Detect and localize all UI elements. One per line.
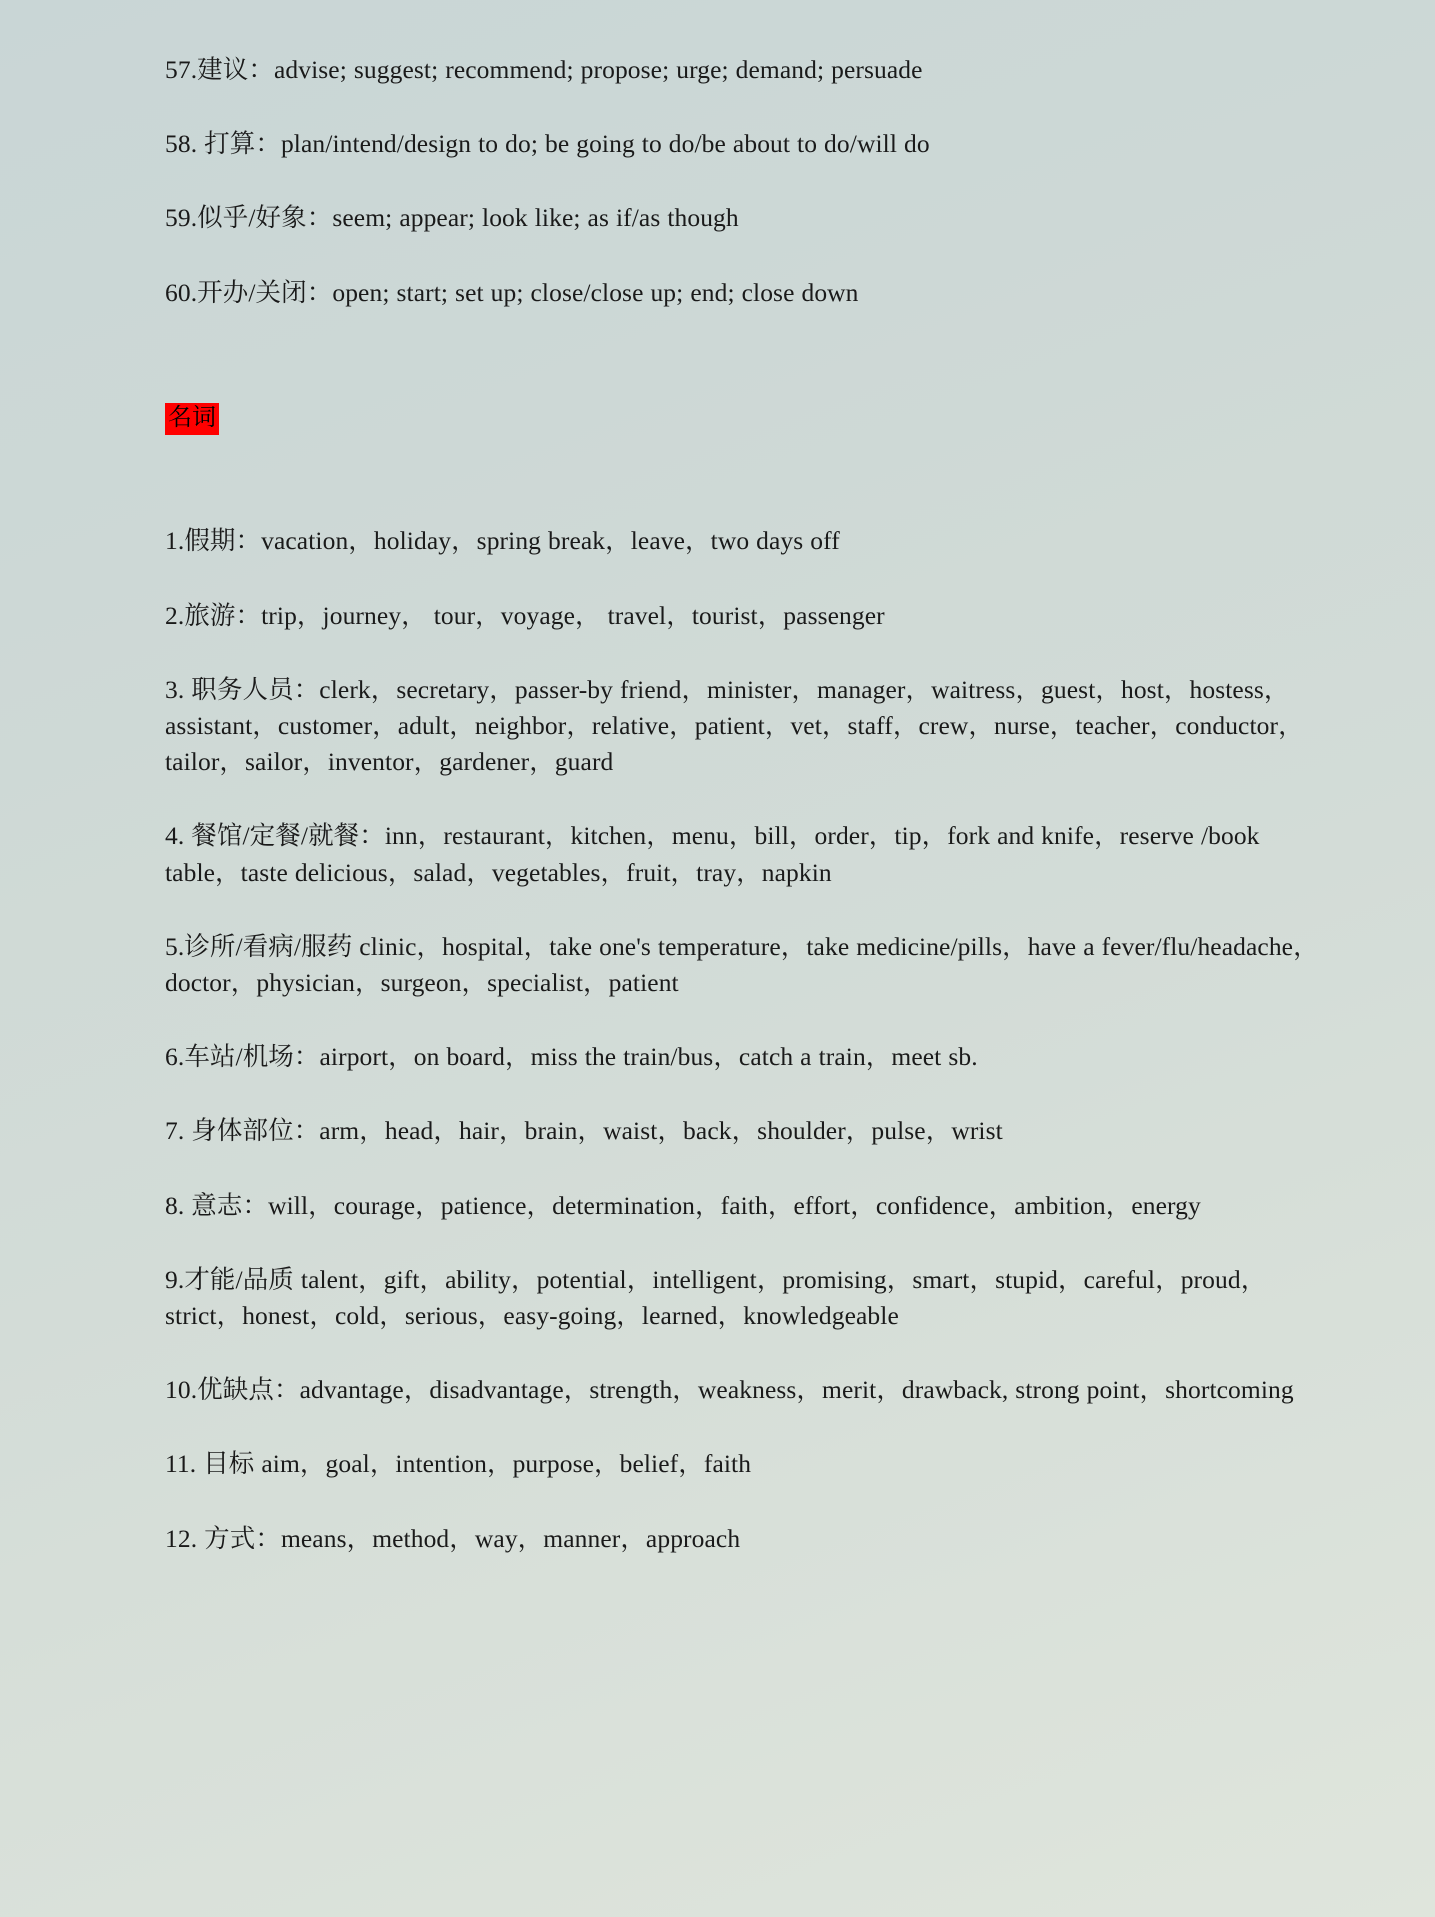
list-item: 1.假期：vacation，holiday，spring break，leave，two days off bbox=[165, 526, 840, 556]
list-item: 11. 目标 aim，goal，intention，purpose，belief，faith bbox=[165, 1449, 752, 1479]
spacer bbox=[165, 435, 1325, 523]
noun-expression-list bbox=[165, 523, 1325, 1556]
list-item: 3. 职务人员：clerk，secretary，passer-by friend，minister，manager，waitress，guest，host，hostess，assistant，customer，adult，neighbor，relative，patient，vet，staff，crew，nurse，teacher，conductor，tailor，sailor，inventor，gardener，guard bbox=[165, 674, 1304, 777]
list-item: 57.建议：advise; suggest; recommend; propose; urge; demand; persuade bbox=[165, 55, 923, 84]
list-item: 7. 身体部位：arm，head，hair，brain，waist，back，shoulder，pulse，wrist bbox=[165, 1116, 1003, 1146]
list-item: 4. 餐馆/定餐/就餐：inn，restaurant，kitchen，menu，bill，order，tip，fork and knife，reserve /book table，taste delicious，salad，vegetables，fruit，tray，napkin bbox=[165, 821, 1260, 887]
list-item: 58. 打算：plan/intend/design to do; be going to do/be about to do/will do bbox=[165, 129, 930, 159]
list-item: 5.诊所/看病/服药 clinic，hospital，take one's temperature，take medicine/pills，have a fever/flu/headache，doctor，physician，surgeon，specialist，patient bbox=[165, 931, 1319, 998]
section-heading-nouns bbox=[165, 403, 1325, 436]
list-item: 60.开办/关闭：open; start; set up; close/close up; end; close down bbox=[165, 277, 859, 307]
list-item: 2.旅游：trip，journey， tour，voyage， travel，tourist，passenger bbox=[165, 600, 885, 630]
list-item: 8. 意志：will，courage，patience，determination，faith，effort，confidence，ambition，energy bbox=[165, 1190, 1201, 1220]
list-item: 59.似乎/好象：seem; appear; look like; as if/as though bbox=[165, 203, 739, 233]
section-heading-label: 名词 bbox=[165, 403, 219, 436]
list-item: 6.车站/机场：airport，on board，miss the train/bus，catch a train，meet sb. bbox=[165, 1042, 978, 1072]
verb-expression-list bbox=[165, 52, 1325, 311]
list-item: 9.才能/品质 talent，gift，ability，potential，intelligent，promising，smart，stupid，careful，proud，strict，honest，cold，serious，easy-going，learned，knowledgeable bbox=[165, 1264, 1267, 1331]
list-item: 12. 方式：means，method，way，manner，approach bbox=[165, 1523, 741, 1553]
list-item: 10.优缺点：advantage，disadvantage，strength，weakness，merit，drawback, strong point，shortcoming bbox=[165, 1375, 1294, 1405]
